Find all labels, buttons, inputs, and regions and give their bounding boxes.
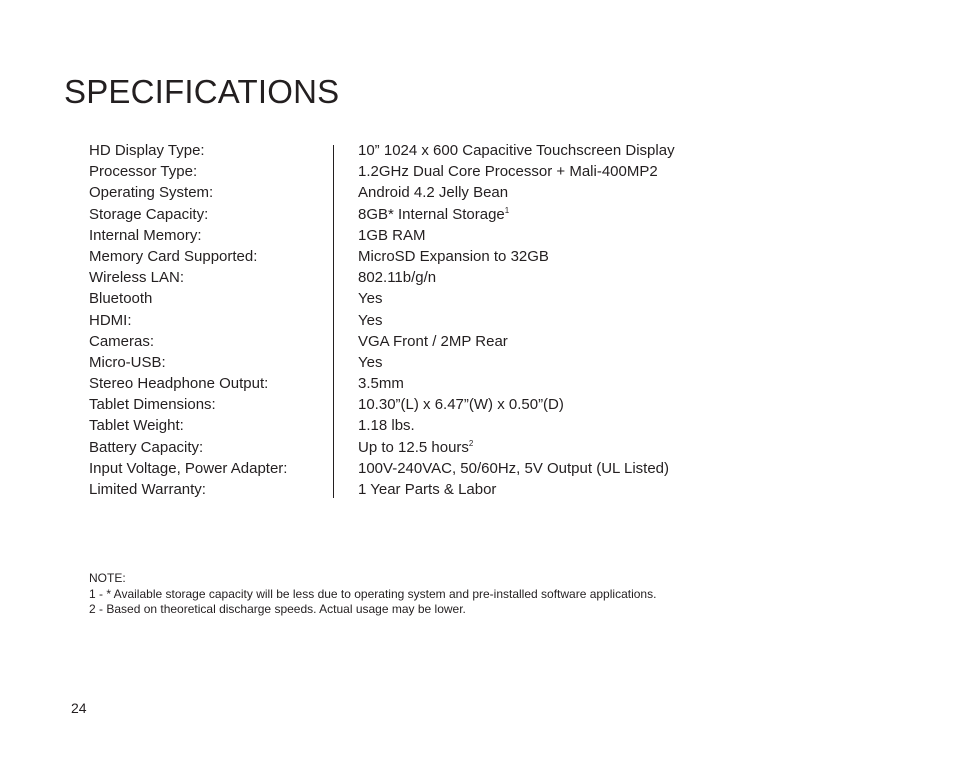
- spec-value: [358, 415, 789, 436]
- spec-row: [89, 246, 789, 267]
- spec-label: Micro-USB:: [89, 353, 166, 371]
- spec-value-text: 8GB* Internal Storage: [358, 205, 505, 223]
- spec-value-text: 1.18 lbs.: [358, 417, 415, 435]
- page-title: SPECIFICATIONS: [64, 73, 340, 110]
- spec-label: Input Voltage, Power Adapter:: [89, 459, 288, 477]
- spec-value-text: MicroSD Expansion to 32GB: [358, 247, 549, 265]
- spec-value-text: Up to 12.5 hours: [358, 438, 469, 456]
- spec-row: [89, 458, 789, 479]
- spec-row: [89, 225, 789, 246]
- spec-row: [89, 140, 789, 161]
- spec-value-text: 100V-240VAC, 50/60Hz, 5V Output (UL Listed): [358, 459, 670, 477]
- spec-value-text: 802.11b/g/n: [358, 269, 437, 287]
- spec-value: [358, 161, 789, 182]
- spec-value-text: Yes: [358, 353, 383, 371]
- spec-value-text: 3.5mm: [358, 375, 404, 393]
- spec-label: HDMI:: [89, 311, 132, 329]
- spec-row: [89, 394, 789, 415]
- spec-row: [89, 310, 789, 331]
- spec-row: [89, 331, 789, 352]
- spec-value-text: Yes: [358, 311, 383, 329]
- spec-label: Memory Card Supported:: [89, 247, 258, 265]
- spec-row: [89, 437, 789, 458]
- spec-row: [89, 352, 789, 373]
- notes-section: [89, 571, 656, 618]
- note-item: 1 - * Available storage capacity will be less due to operating system and pre-installed software applications.: [89, 586, 657, 601]
- spec-value-text: 1 Year Parts & Labor: [358, 481, 497, 498]
- spec-table: [89, 140, 789, 500]
- spec-label: Operating System:: [89, 184, 214, 202]
- spec-row: [89, 161, 789, 182]
- spec-label: Tablet Weight:: [89, 417, 184, 435]
- spec-value: [358, 182, 789, 203]
- spec-row: [89, 182, 789, 203]
- spec-label: Storage Capacity:: [89, 205, 209, 223]
- spec-row: [89, 288, 789, 309]
- spec-value: [358, 288, 789, 309]
- page-number: 24: [71, 700, 87, 716]
- spec-label: Wireless LAN:: [89, 269, 185, 287]
- spec-value: [358, 373, 789, 394]
- spec-row: [89, 373, 789, 394]
- notes-heading: NOTE:: [89, 571, 126, 585]
- spec-label: HD Display Type:: [89, 142, 205, 159]
- spec-value: [358, 140, 789, 161]
- spec-label: Processor Type:: [89, 163, 198, 181]
- spec-row: [89, 267, 789, 288]
- spec-value: [358, 267, 789, 288]
- spec-label: Bluetooth: [89, 290, 153, 308]
- spec-value-text: VGA Front / 2MP Rear: [358, 332, 508, 350]
- spec-label: Cameras:: [89, 332, 155, 350]
- spec-value: [358, 479, 789, 500]
- spec-label: Battery Capacity:: [89, 438, 204, 456]
- column-divider: [333, 145, 334, 498]
- spec-value-text: Android 4.2 Jelly Bean: [358, 184, 509, 202]
- spec-value: [358, 458, 789, 479]
- spec-value: [358, 225, 789, 246]
- spec-value-text: 1.2GHz Dual Core Processor + Mali-400MP2: [358, 163, 658, 181]
- spec-value: [358, 246, 789, 267]
- spec-value-text: 10.30”(L) x 6.47”(W) x 0.50”(D): [358, 396, 564, 414]
- spec-row: [89, 415, 789, 436]
- spec-label: Stereo Headphone Output:: [89, 375, 269, 393]
- spec-value-text: Yes: [358, 290, 383, 308]
- note-item: 2 - Based on theoretical discharge speeds. Actual usage may be lower.: [89, 602, 466, 616]
- footnote-marker: 1: [504, 205, 510, 215]
- spec-value: [358, 310, 789, 331]
- spec-value-text: 1GB RAM: [358, 226, 426, 244]
- spec-value: [358, 331, 789, 352]
- spec-label: Limited Warranty:: [89, 481, 206, 498]
- spec-value: [358, 352, 789, 373]
- spec-value: [358, 204, 789, 225]
- spec-value: [358, 437, 789, 458]
- spec-value: [358, 394, 789, 415]
- spec-label: Internal Memory:: [89, 226, 202, 244]
- spec-value-text: 10” 1024 x 600 Capacitive Touchscreen Display: [358, 142, 675, 159]
- spec-row: [89, 479, 789, 500]
- spec-row: [89, 204, 789, 225]
- footnote-marker: 2: [468, 438, 474, 448]
- spec-label: Tablet Dimensions:: [89, 396, 216, 414]
